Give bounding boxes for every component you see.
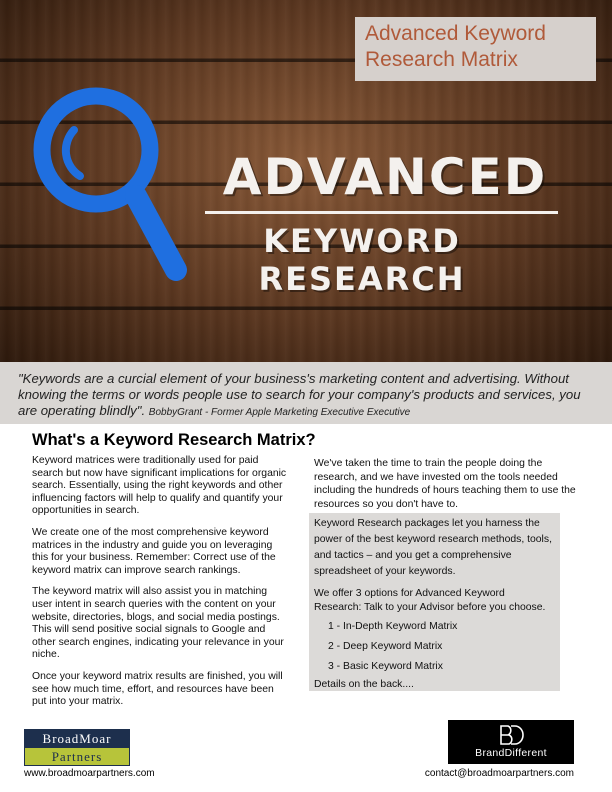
broadmoar-logo-bottom: Partners xyxy=(25,748,129,765)
right-intro: We've taken the time to train the people doing the research, and we have invested om the tools needed including the hundreds of hours teaching them to use the resources so you don't have to. xyxy=(314,458,576,510)
left-paragraph: We create one of the most comprehensive keyword matrices in the industry and guide you on leveraging this for your business. Remember: Correct use of the keyword matrix can improve search rankings. xyxy=(32,526,276,576)
bd-monogram-icon xyxy=(498,724,524,746)
details-note: Details on the back.... xyxy=(314,679,414,690)
broadmoar-logo xyxy=(24,729,130,766)
section-heading: What's a Keyword Research Matrix? xyxy=(32,431,316,449)
hero-title-box xyxy=(355,17,596,81)
broadmoar-logo-top: BroadMoar xyxy=(25,730,129,748)
hero-banner xyxy=(0,0,612,362)
option-item: 1 - In-Depth Keyword Matrix xyxy=(328,621,458,632)
left-column xyxy=(32,455,290,718)
quote-band xyxy=(0,362,612,424)
hero-sub-word: KEYWORD RESEARCH xyxy=(258,222,466,298)
packages-box xyxy=(309,513,560,691)
hero-big-word: ADVANCED xyxy=(222,148,548,206)
branddifferent-wordmark: BrandDifferent xyxy=(475,747,547,759)
hero-title-line2: Research Matrix xyxy=(365,48,518,71)
packages-paragraph: Keyword Research packages let you harness the power of the best keyword research methods, tools, and tactics – and you get a comprehensive spreadsheet of your keywords. xyxy=(314,518,552,577)
left-paragraph: Keyword matrices were traditionally used for paid search but now have significant implications for organic search. Essentially, using the right keywords and other influencing factors will help to qualify and quantify your opportunities in search. xyxy=(32,455,287,517)
website-link[interactable]: www.broadmoarpartners.com xyxy=(24,768,155,779)
hero-title-line1: Advanced Keyword xyxy=(365,22,546,45)
contact-email[interactable]: contact@broadmoarpartners.com xyxy=(424,768,574,779)
option-item: 3 - Basic Keyword Matrix xyxy=(328,661,443,672)
quote-attribution: BobbyGrant - Former Apple Marketing Executive Executive xyxy=(148,407,411,418)
branddifferent-logo xyxy=(448,720,574,764)
options-paragraph: We offer 3 options for Advanced Keyword Research: Talk to your Advisor before you choose. xyxy=(314,588,546,613)
hero-divider xyxy=(205,211,558,214)
left-paragraph: Once your keyword matrix results are finished, you will see how much time, effort, and resources have been put into your matrix. xyxy=(32,670,283,708)
quote-text: "Keywords are a curcial element of your business's marketing content and advertising. Without knowing the terms or words people use to search for your company's products and services, you are operating blindly". xyxy=(18,371,581,418)
option-item: 2 - Deep Keyword Matrix xyxy=(328,641,443,652)
left-paragraph: The keyword matrix will also assist you in matching user intent in search queries with the content on your website, directories, blogs, and social media postings. This will send positive social signals to Google and other search engines, indicating your relevance in your niche. xyxy=(32,586,284,661)
